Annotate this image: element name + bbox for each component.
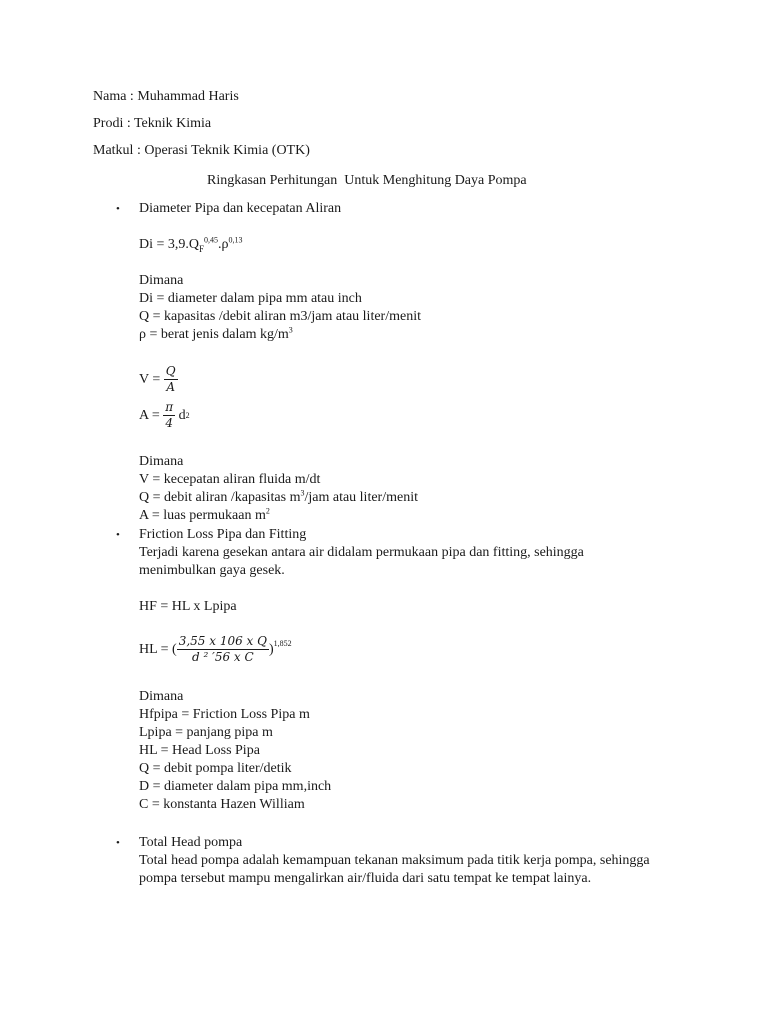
section3-heading: Total Head pompa [139,835,243,850]
fraction-q-over-a: $\frac{Q}{A}$ [165,364,176,394]
formula-a: A = $\frac{\pi}{4}$ d 2 [139,400,190,430]
document-title: Ringkasan Perhitungan Untuk Menghitung Daya Pompa [207,173,527,188]
fraction-hl: $\frac{\text{3,55 x 106 x Q}}{\text{d ² ′56 x C}}$ [178,634,267,664]
name-line: Nama : Muhammad Haris [93,89,239,104]
fraction-pi-over-4: $\frac{\pi}{4}$ [165,400,174,430]
def-a: A = luas permukaan $m^2$ [139,506,270,523]
def-hl: HL = Head Loss Pipa [139,743,260,758]
def-hfpipa: Hfpipa = Friction Loss Pipa m [139,707,310,722]
def-d: D = diameter dalam pipa mm,inch [139,779,332,794]
formula-di: $Di = 3,9.Q_F^{0,45}.\rho^{0,13}$ [139,235,243,254]
prodi-line: Prodi : Teknik Kimia [93,116,212,131]
def-di: Di = diameter dalam pipa mm atau inch [139,291,362,306]
section1-heading: Diameter Pipa dan kecepatan Aliran [139,201,342,216]
def-q: Q = kapasitas /debit aliran m3/jam atau liter/menit [139,309,421,324]
formula-hl: HL = ( $\frac{\text{3,55 x 106 x Q}}{\text{d ² ′56 x C}}$ ) $^{1,852}$ [139,634,292,664]
section3-paragraph: Total head pompa adalah kemampuan tekanan maksimum pada titik kerja pompa, sehingga pompa tersebut mampu mengalirkan air/fluida dari satu tempat ke tempat lainya. [139,853,650,886]
section2-heading: Friction Loss Pipa dan Fitting [139,527,307,542]
bullet-3: • [116,837,120,849]
def-q-3: Q = debit pompa liter/detik [139,761,292,776]
bullet-1: • [116,203,120,215]
def-v: V = kecepatan aliran fluida m/dt [139,472,321,487]
dimana-label-3: Dimana [139,689,184,704]
matkul-line: Matkul : Operasi Teknik Kimia (OTK) [93,143,310,158]
def-q-2: Q = debit aliran /kapasitas $m^3$/jam atau liter/menit [139,488,418,505]
bullet-2: • [116,529,120,541]
formula-v: V = $\frac{Q}{A}$ [139,364,176,394]
def-c: C = konstanta Hazen William [139,797,305,812]
formula-hf: HF = HL x Lpipa [139,599,237,614]
def-rho: ρ = berat jenis dalam $kg/m^3$ [139,325,293,342]
dimana-label: Dimana [139,273,184,288]
def-lpipa: Lpipa = panjang pipa m [139,725,273,740]
section2-paragraph: Terjadi karena gesekan antara air didalam permukaan pipa dan fitting, sehingga menimbulkan gaya gesek. [139,545,584,578]
dimana-label-2: Dimana [139,454,184,469]
